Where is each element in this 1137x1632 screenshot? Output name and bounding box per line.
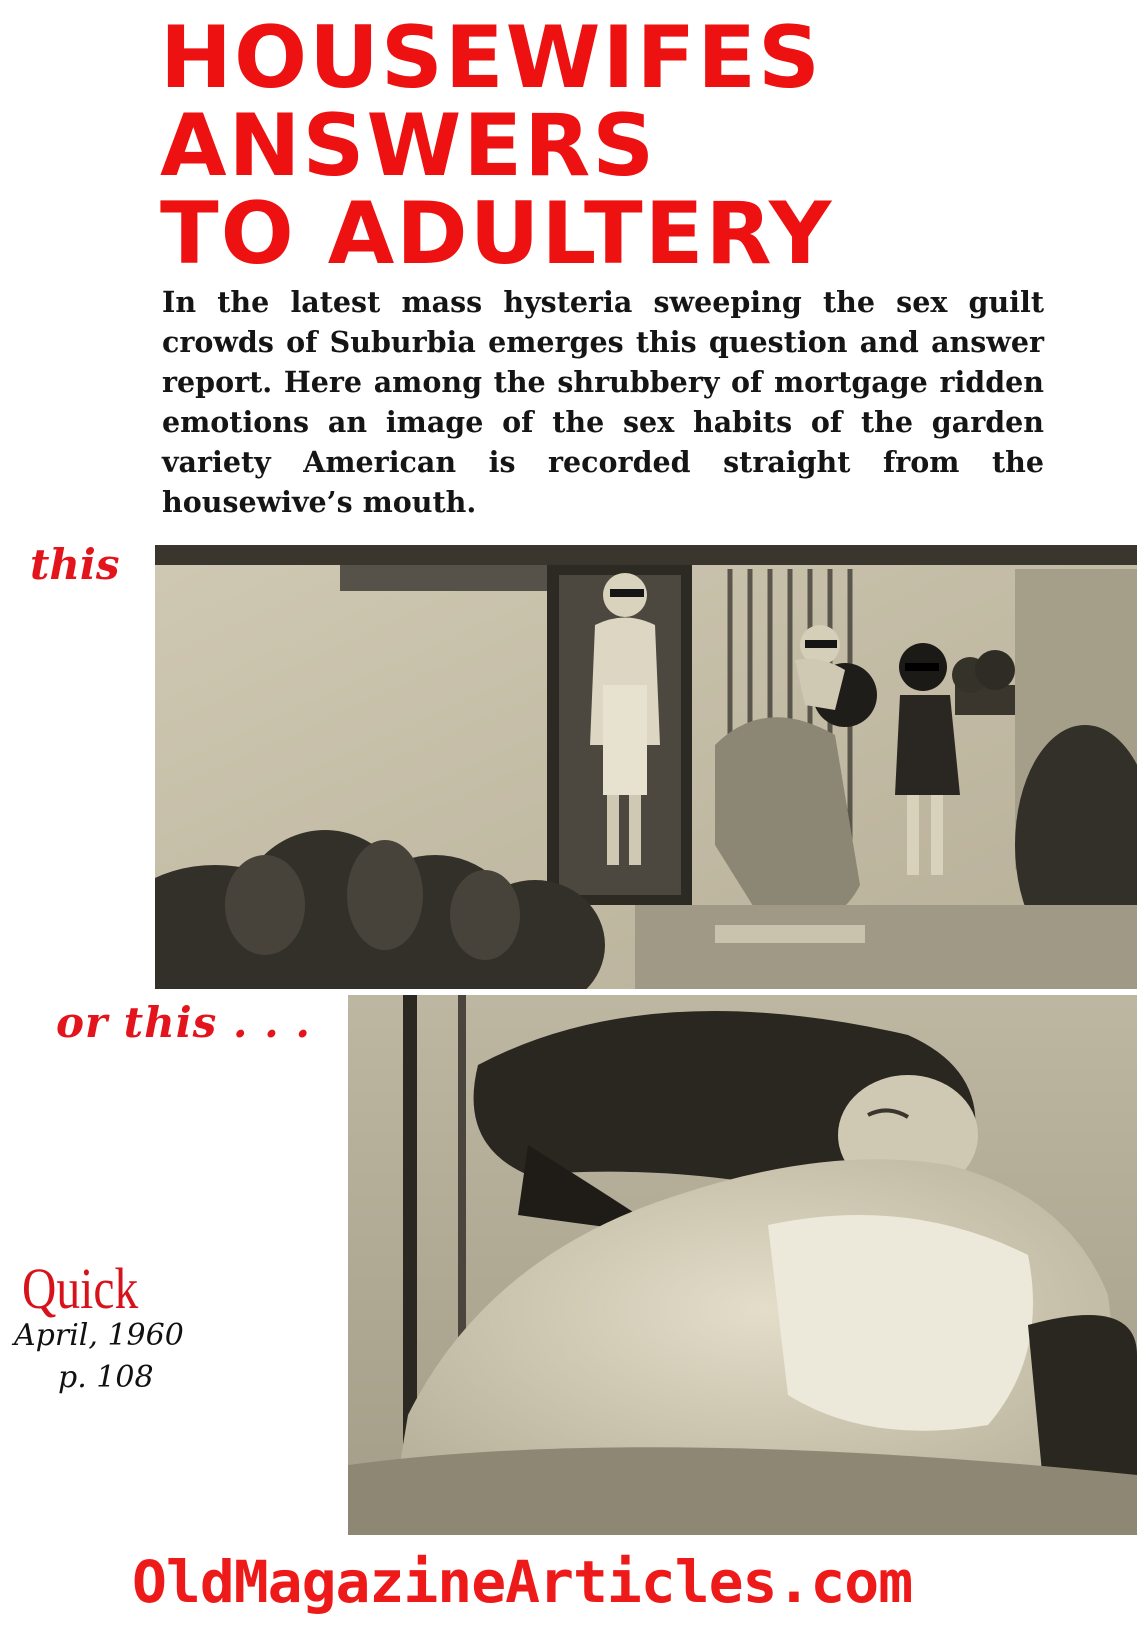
headline-line-3: TO ADULTERY: [160, 184, 834, 284]
source-date: April, 1960: [14, 1318, 184, 1353]
couple-photo: [348, 995, 1137, 1535]
caption-this: this: [30, 540, 120, 589]
site-watermark[interactable]: OldMagazineArticles.com: [132, 1548, 913, 1616]
headline: [160, 8, 1120, 284]
source-publication: Quick: [22, 1256, 139, 1321]
headline-line-2: ANSWERS: [160, 96, 657, 196]
family-photo: [155, 545, 1137, 989]
intro-paragraph: In the latest mass hysteria sweeping the sex guilt crowds of Suburbia emerges this question and answer report. Here among the shrubbery of mortgage ridden emotions an image of the sex habits of the garden variety American is recorded straight from the housewive’s mouth.: [162, 285, 1044, 519]
source-page: p. 108: [58, 1360, 154, 1395]
caption-or-this: or this . . .: [56, 998, 312, 1047]
headline-line-1: HOUSEWIFES: [160, 8, 822, 108]
